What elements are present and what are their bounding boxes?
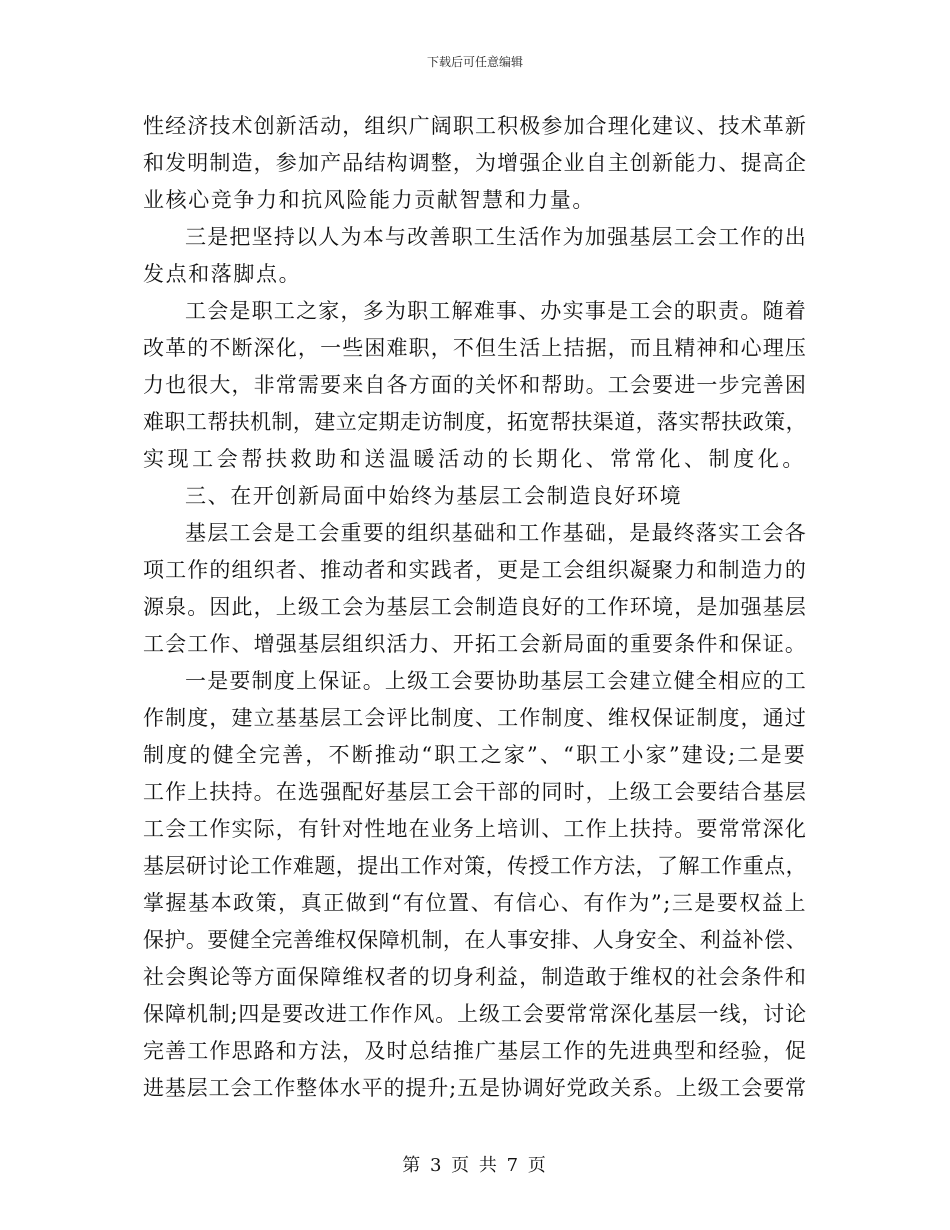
text-line: 进基层工会工作整体水平的提升;五是协调好党政关系。上级工会要常 (143, 1076, 807, 1100)
text-line: 一是要制度上保证。上级工会要协助基层工会建立健全相应的工 (185, 669, 807, 693)
page-footer: 第 3 页 共 7 页 (402, 1155, 548, 1176)
text-line: 工会工作实际，有针对性地在业务上培训、工作上扶持。要常常深化 (143, 817, 807, 841)
text-line: 三是把坚持以人为本与改善职工生活作为加强基层工会工作的出 (185, 225, 807, 249)
text-line: 掌握基本政策，真正做到“有位置、有信心、有作为”;三是要权益上 (143, 891, 808, 915)
text-line: 保护。要健全完善维权保障机制，在人事安排、人身安全、利益补偿、 (143, 928, 807, 952)
document-body (143, 108, 807, 1107)
page-header: 下载后可任意编辑 (426, 55, 523, 69)
text-line: 源泉。因此，上级工会为基层工会制造良好的工作环境，是加强基层 (143, 595, 807, 619)
text-line: 基层研讨论工作难题，提出工作对策，传授工作方法，了解工作重点， (143, 854, 807, 878)
text-line: 力也很大，非常需要来自各方面的关怀和帮助。工会要进一步完善困 (143, 373, 807, 397)
text-line: 制度的健全完善，不断推动“职工之家”、“职工小家”建设;二是要 (143, 743, 807, 767)
text-line: 性经济技术创新活动，组织广阔职工积极参加合理化建议、技术革新 (143, 114, 807, 138)
text-line: 发点和落脚点。 (143, 262, 302, 286)
text-line: 三、在开创新局面中始终为基层工会制造良好环境 (185, 484, 683, 508)
text-line: 基层工会是工会重要的组织基础和工作基础，是最终落实工会各 (185, 521, 807, 545)
body-text (143, 108, 807, 1107)
text-line: 工作上扶持。在选强配好基层工会干部的同时，上级工会要结合基层 (143, 780, 807, 804)
text-line: 社会舆论等方面保障维权者的切身利益，制造敢于维权的社会条件和 (143, 965, 807, 989)
text-line: 改革的不断深化，一些困难职，不但生活上拮据，而且精神和心理压 (143, 336, 807, 360)
text-line: 项工作的组织者、推动者和实践者，更是工会组织凝聚力和制造力的 (143, 558, 807, 582)
text-line: 实现工会帮扶救助和送温暖活动的长期化、常常化、制度化。 (143, 447, 808, 471)
text-line: 工会是职工之家，多为职工解难事、办实事是工会的职责。随着 (185, 299, 807, 323)
text-line: 和发明制造，参加产品结构调整，为增强企业自主创新能力、提高企 (143, 151, 807, 175)
text-line: 业核心竞争力和抗风险能力贡献智慧和力量。 (143, 188, 595, 212)
text-line: 难职工帮扶机制，建立定期走访制度，拓宽帮扶渠道，落实帮扶政策， (143, 410, 807, 434)
text-line: 作制度，建立基基层工会评比制度、工作制度、维权保证制度，通过 (143, 706, 807, 730)
text-line: 完善工作思路和方法，及时总结推广基层工作的先进典型和经验，促 (143, 1039, 807, 1063)
text-line: 保障机制;四是要改进工作作风。上级工会要常常深化基层一线，讨论 (143, 1002, 807, 1026)
text-line: 工会工作、增强基层组织活力、开拓工会新局面的重要条件和保证。 (143, 632, 807, 656)
